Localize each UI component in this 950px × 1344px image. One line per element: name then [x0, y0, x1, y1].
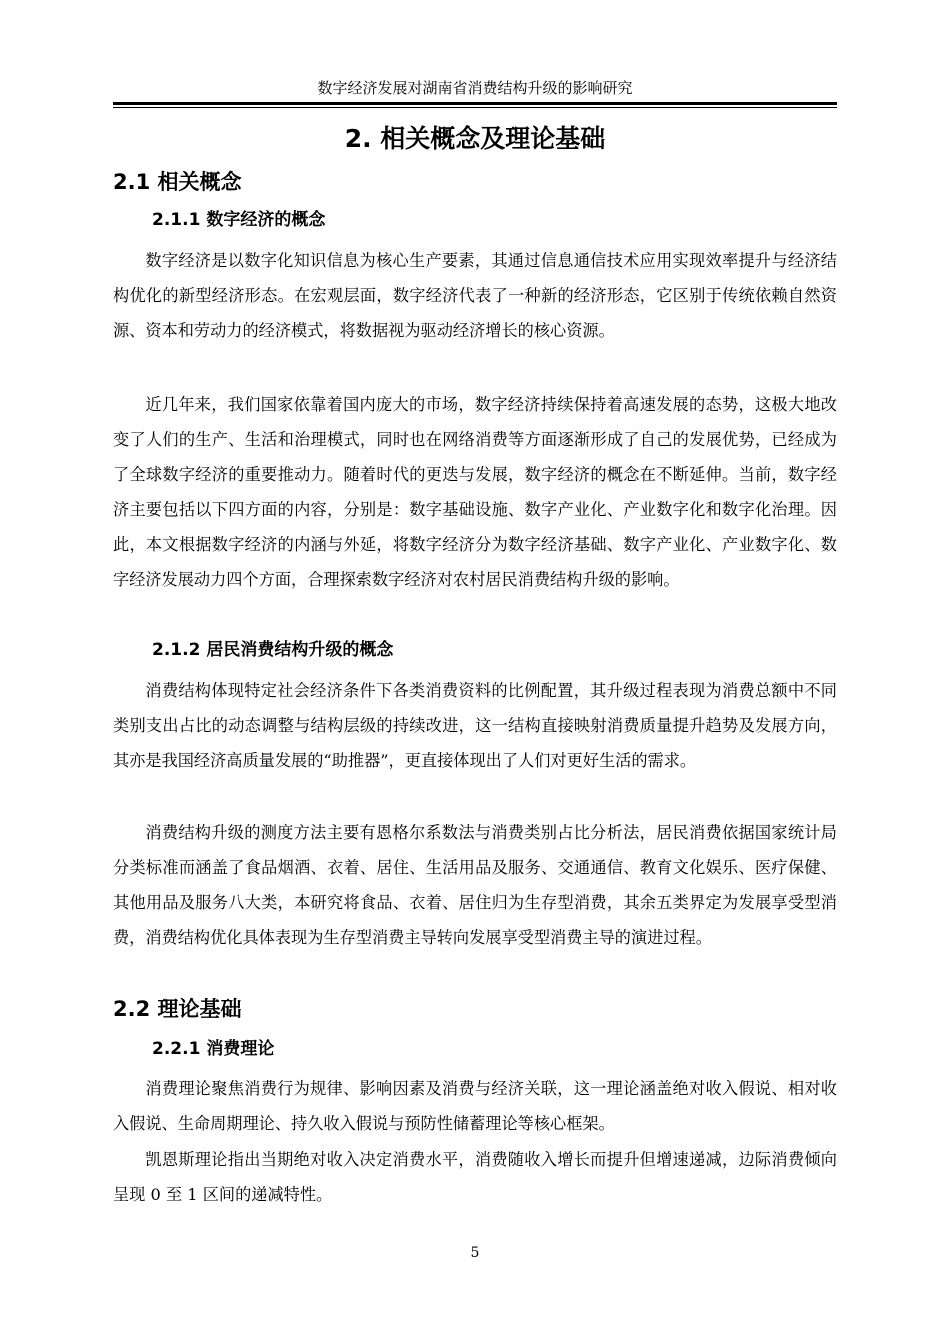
section-heading-2-1: 2.1 相关概念	[113, 170, 242, 194]
paragraph-keynes-theory: 凯恩斯理论指出当期绝对收入决定消费水平，消费随收入增长而提升但增速递减，边际消费倾向呈现 0 至 1 区间的递减特性。	[113, 1150, 837, 1204]
paragraph-digital-economy-development: 近几年来，我们国家依靠着国内庞大的市场，数字经济持续保持着高速发展的态势，这极大地改变了人们的生产、生活和治理模式，同时也在网络消费等方面逐渐形成了自己的发展优势，已经成为了全球数字经济的重要推动力。随着时代的更迭与发展，数字经济的概念在不断延伸。当前，数字经济主要包括以下四方面的内容，分别是：数字基础设施、数字产业化、产业数字化和数字化治理。因此，本文根据数字经济的内涵与外延，将数字经济分为数字经济基础、数字产业化、产业数字化、数字经济发展动力四个方面，合理探索数字经济对农村居民消费结构升级的影响。	[113, 395, 837, 589]
chapter-title: 2. 相关概念及理论基础	[344, 124, 606, 153]
paragraph-digital-economy-definition: 数字经济是以数字化知识信息为核心生产要素，其通过信息通信技术应用实现效率提升与经济结构优化的新型经济形态。在宏观层面，数字经济代表了一种新的经济形态，它区别于传统依赖自然资源、资本和劳动力的经济模式，将数据视为驱动经济增长的核心资源。	[113, 251, 837, 340]
page-number: 5	[470, 1245, 480, 1261]
subsection-heading-2-2-1: 2.2.1 消费理论	[152, 1039, 275, 1059]
subsection-heading-2-1-1: 2.1.1 数字经济的概念	[152, 210, 326, 230]
header-rule	[113, 102, 837, 105]
paragraph-consumption-structure-definition: 消费结构体现特定社会经济条件下各类消费资料的比例配置，其升级过程表现为消费总额中不同类别支出占比的动态调整与结构层级的持续改进，这一结构直接映射消费质量提升趋势及发展方向，其亦是我国经济高质量发展的“助推器”，更直接体现出了人们对更好生活的需求。	[113, 681, 837, 770]
header-rule-secondary	[113, 107, 837, 108]
subsection-heading-2-1-2: 2.1.2 居民消费结构升级的概念	[152, 640, 394, 660]
paragraph-consumption-theory: 消费理论聚焦消费行为规律、影响因素及消费与经济关联，这一理论涵盖绝对收入假说、相对收入假说、生命周期理论、持久收入假说与预防性储蓄理论等核心框架。	[113, 1079, 837, 1133]
running-header: 数字经济发展对湖南省消费结构升级的影响研究	[317, 79, 633, 97]
paragraph-consumption-structure-measurement: 消费结构升级的测度方法主要有恩格尔系数法与消费类别占比分析法，居民消费依据国家统计局分类标准而涵盖了食品烟酒、衣着、居住、生活用品及服务、交通通信、教育文化娱乐、医疗保健、其他用品及服务八大类，本研究将食品、衣着、居住归为生存型消费，其余五类界定为发展享受型消费，消费结构优化具体表现为生存型消费主导转向发展享受型消费主导的演进过程。	[113, 823, 837, 947]
section-heading-2-2: 2.2 理论基础	[113, 997, 242, 1021]
